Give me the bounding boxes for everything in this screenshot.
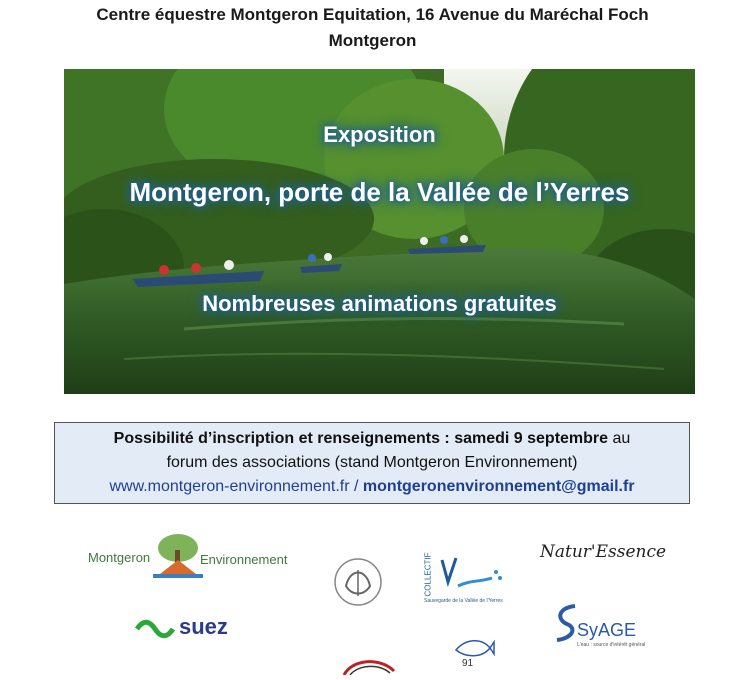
- syage-text: SyAGE: [577, 620, 637, 640]
- syage-sub-text: L'eau : source d'intérêt général: [577, 642, 646, 648]
- info-line-3: [55, 475, 689, 499]
- collectif-syv-logo: [420, 552, 510, 608]
- fish-91-logo: [452, 636, 502, 675]
- environnement-text: Environnement: [200, 552, 288, 567]
- event-address: [0, 2, 745, 54]
- montgeron-text: Montgeron: [88, 550, 151, 565]
- exposition-label: Exposition: [323, 122, 436, 147]
- leaf-circle-logo: [332, 556, 384, 608]
- animations-label: Nombreuses animations gratuites: [202, 291, 557, 316]
- info-line-2: forum des associations (stand Montgeron Environnement): [166, 454, 578, 471]
- address-line-1: Centre équestre Montgeron Equitation, 16 Avenue du Maréchal Foch: [96, 5, 649, 24]
- website-link[interactable]: www.montgeron-environnement.fr: [109, 478, 350, 495]
- river-scene-illustration: [64, 69, 695, 394]
- exhibition-title: Montgeron, porte de la Vallée de l’Yerres: [129, 177, 630, 207]
- fish-icon: [452, 636, 496, 660]
- syv-wave-icon: [434, 552, 504, 598]
- red-arc-logo: [340, 655, 396, 675]
- collectif-text: COLLECTIF: [423, 552, 433, 597]
- fish-number: 91: [462, 658, 474, 669]
- link-separator: /: [354, 478, 359, 495]
- suez-logo: [135, 612, 255, 648]
- email-link[interactable]: montgeronenvironnement@gmail.fr: [362, 478, 635, 495]
- natur-essence-logo: [540, 538, 675, 578]
- suez-text: suez: [179, 614, 228, 639]
- suez-waves-icon: [135, 618, 175, 640]
- red-arc-icon: [340, 655, 396, 675]
- hero-photo: [64, 69, 695, 394]
- info-date: samedi 9 septembre: [454, 430, 609, 447]
- montgeron-environnement-logo: [88, 532, 293, 582]
- info-line-1: [55, 427, 689, 451]
- address-line-2: Montgeron: [328, 31, 417, 50]
- info-au: au: [612, 430, 631, 447]
- syage-logo: [553, 602, 653, 652]
- tree-house-icon: [148, 532, 208, 582]
- sauvegarde-text: Sauvegarde de la Vallée de l'Yerres: [424, 598, 503, 604]
- leaf-circle-icon: [332, 556, 384, 608]
- info-intro: Possibilité d’inscription et renseignements :: [113, 430, 450, 447]
- natur-essence-text: Natur'Essence: [540, 542, 667, 562]
- registration-info-box: [54, 422, 690, 504]
